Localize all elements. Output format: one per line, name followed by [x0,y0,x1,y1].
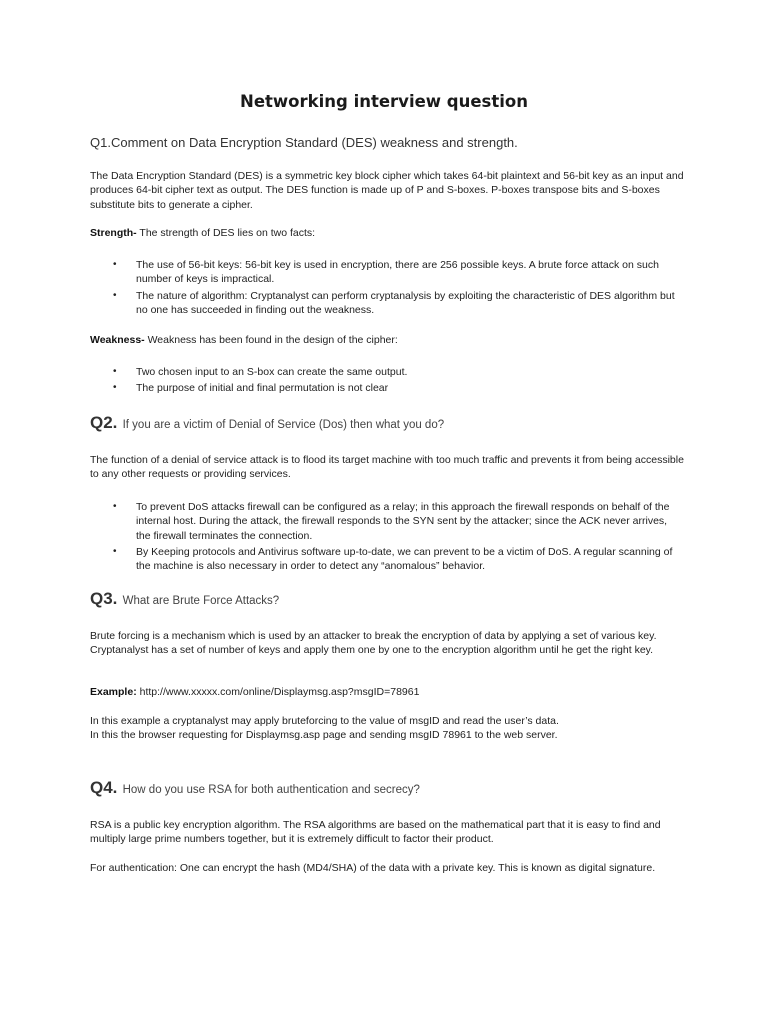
page-title: Networking interview question [240,92,528,111]
strength-label: Strength- [90,227,137,239]
q4-intro: RSA is a public key encryption algorithm. The RSA algorithms are based on the mathematical part that it is easy to find and multiply large prime numbers together, but it is extremely difficult to factor their product. [90,819,661,846]
list-item: • The use of 56-bit keys: 56-bit key is used in encryption, there are 256 possible keys. A brute force attack on such number of keys is impractical. [113,259,659,286]
example-url: http://www.xxxxx.com/online/Displaymsg.asp?msgID=78961 [136,686,420,698]
q2-bullet-list [113,500,683,573]
q4-authentication: For authentication: One can encrypt the hash (MD4/SHA) of the data with a private key. This is known as digital signature. [90,862,656,874]
q4-number: Q4. [90,778,118,797]
weakness-bullet-list [113,365,683,396]
list-item: • To prevent DoS attacks firewall can be configured as a relay; in this approach the firewall responds on behalf of the internal host. During the attack, the firewall responds to the SYN sent by the attacker; since the ACK never arrives, the firewall terminates the connection. [113,501,670,542]
q3-heading [90,589,279,609]
q3-question: What are Brute Force Attacks? [119,595,280,607]
q3-note-line2: In this the browser requesting for Displaymsg.asp page and sending msgID 78961 to the web server. [90,729,558,741]
strength-bullet-list [113,258,683,317]
list-item: • Two chosen input to an S-box can create the same output. [113,366,408,378]
bullet-icon: • [113,259,117,270]
bullet-icon: • [113,366,117,377]
weakness-line [90,333,690,347]
list-item: • The nature of algorithm: Cryptanalyst can perform cryptanalysis by exploiting the characteristic of DES algorithm but no one has succeeded in finding out the weakness. [113,289,675,316]
weakness-text: Weakness has been found in the design of the cipher: [144,334,398,346]
q1-heading: Q1.Comment on Data Encryption Standard (DES) weakness and strength. [90,135,518,150]
example-line [90,685,690,699]
weakness-label: Weakness- [90,334,145,346]
q3-intro: Brute forcing is a mechanism which is used by an attacker to break the encryption of data by applying a set of various key. Cryptanalyst has a set of number of keys and apply them one by one to the encryption algorithm until he get the right key. [90,630,657,657]
q2-question: If you are a victim of Denial of Service (Dos) then what you do? [119,419,445,431]
q2-heading [90,413,444,433]
list-item: • By Keeping protocols and Antivirus software up-to-date, we can prevent to be a victim of DoS. A regular scanning of the machine is also necessary in order to detect any “anomalous” behavior. [113,545,673,573]
q3-note-line1: In this example a cryptanalyst may apply bruteforcing to the value of msgID and read the user’s data. [90,715,559,727]
strength-line [90,226,690,240]
q2-intro: The function of a denial of service attack is to flood its target machine with too much traffic and prevents it from being accessible to any other requests or providing services. [90,454,684,481]
q4-heading [90,778,420,798]
q4-question: How do you use RSA for both authentication and secrecy? [119,784,420,796]
q2-number: Q2. [90,413,118,432]
q1-intro: The Data Encryption Standard (DES) is a symmetric key block cipher which takes 64-bit plaintext and 56-bit key as an input and produces 64-bit cipher text as output. The DES function is made up of P and S-boxes. P-boxes transpose bits and S-boxes substitute bits to generate a cipher. [90,170,684,211]
bullet-icon: • [113,289,117,301]
strength-text: The strength of DES lies on two facts: [136,227,316,239]
q3-number: Q3. [90,589,118,608]
example-label: Example: [90,686,137,698]
list-item: • The purpose of initial and final permutation is not clear [113,382,389,395]
bullet-icon: • [113,545,117,557]
bullet-icon: • [113,382,117,394]
bullet-icon: • [113,501,117,512]
